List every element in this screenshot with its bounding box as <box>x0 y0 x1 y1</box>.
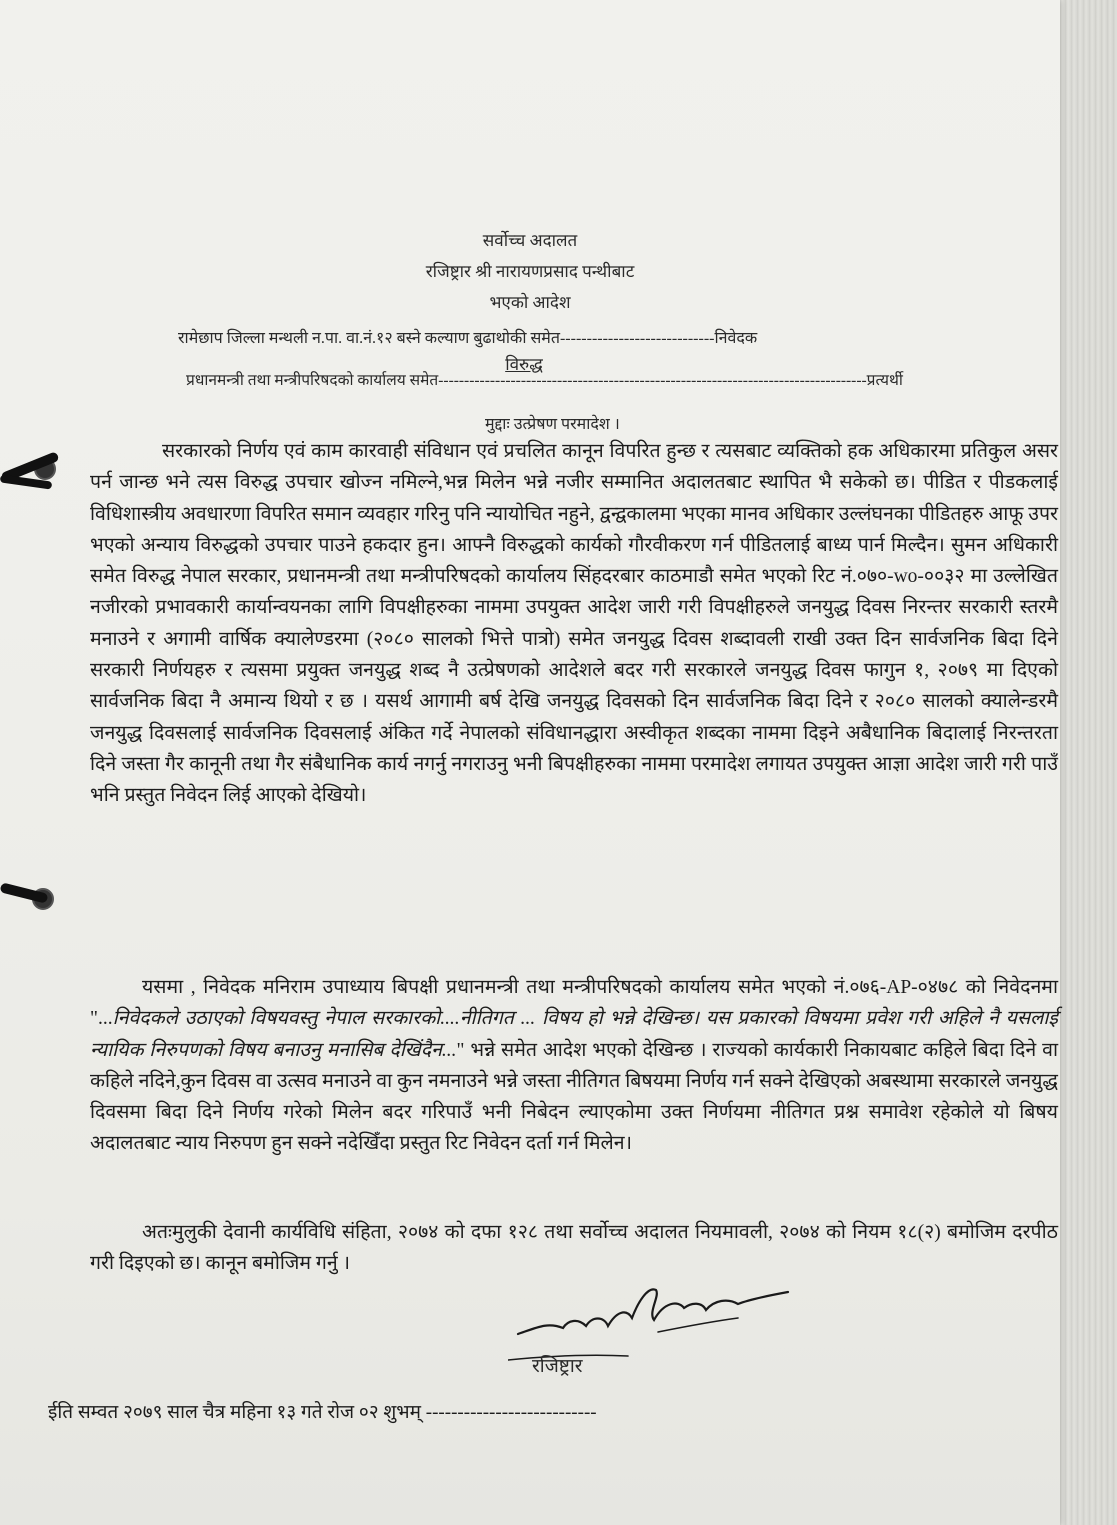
versus-label: विरुद्ध <box>505 355 543 374</box>
paragraph-2-rest: " भन्ने समेत आदेश भएको देखिन्छ । राज्यको कार्यकारी निकायबाट कहिले बिदा दिने वा कहिले नदिने,कुन दिवस वा उत्सव मनाउने वा कुन नमनाउने भन्ने जस्ता नीतिगत बिषयमा निर्णय गर्न सक्ने देखिएको अबस्थामा सरकारले जनयुद्ध दिवसमा बिदा दिने निर्णय गरेको मिलेन बदर गरिपाउँ भनी निबेदन ल्याएकोमा उक्त निर्णयमा नीतिगत प्रश्न समावेश रहेकोले यो बिषय अदालतबाट न्याय निरुपण हुन सक्ने नदेखिँदा प्रस्तुत रिट निवेदन दर्ता गर्न मिलेन। <box>90 1039 1058 1155</box>
respondent-line <box>186 368 903 390</box>
paragraph-1-text: सरकारको निर्णय एवं काम कारवाही संविधान एवं प्रचलित कानून विपरित हुन्छ र त्यसबाट व्यक्तिको हक अधिकारमा प्रतिकुल असर पर्न जान्छ भने त्यस विरुद्ध उपचार खोज्न नमिल्ने,भन्न मिलेन भन्ने नजीर सम्मानित अदालतबाट स्थापित भै सकेको छ। पीडित र पीडकलाई विधिशास्त्रीय अवधारणा विपरित समान व्यवहार गरिनु पनि न्यायोचित नहुने, द्वन्द्वकालमा भएका मानव अधिकार उल्लंघनका पीडितहरु आफू उपर भएको अन्याय विरुद्धको उपचार पाउने हकदार हुन। आफ्नै विरुद्धको कार्यको गौरवीकरण गर्न पीडितलाई बाध्य पार्न मिल्दैन। सुमन अधिकारी समेत विरुद्ध नेपाल सरकार, प्रधानमन्त्री तथा मन्त्रीपरिषदको कार्यालय सिंहदरबार काठमाडौ समेत भएको रिट नं.०७०-wo-००३२ मा उल्लेखित नजीरको प्रभावकारी कार्यान्वयनका लागि विपक्षीहरुका नाममा उपयुक्त आदेश जारी गरी विपक्षीहरुले जनयुद्ध दिवस निरन्तर सरकारी स्तरमै मनाउने र अगामी वार्षिक क्यालेण्डरमा (२०८० सालको भित्ते पात्रो) समेत जनयुद्ध दिवस शब्दावली राखी उक्त दिन सार्वजनिक बिदा दिने सरकारी निर्णयहरु र त्यसमा प्रयुक्त जनयुद्ध शब्द नै उत्प्रेषणको आदेशले बदर गरी सरकारले जनयुद्ध दिवस फागुन १, २०७९ मा दिएको सार्वजनिक बिदा नै अमान्य थियो र छ । यसर्थ आगामी बर्ष देखि जनयुद्ध दिवसको दिन सार्वजनिक बिदा दिने र २०८० सालको क्यालेन्डरमै जनयुद्ध दिवसलाई सार्वजनिक दिवसलाई अंकित गर्दे नेपालको संविधानद्धारा अस्वीकृत शब्दका नाममा दिइने अबैधानिक बिदालाई निरन्तरता दिने जस्ता गैर कानूनी तथा गैर संबैधानिक कार्य नगर्नु नगराउनु भनी बिपक्षीहरुका नाममा परमादेश लगायत उपयुक्त आज्ञा आदेश जारी गरी पाउँ भनि प्रस्तुत निवेदन लिई आएको देखियो। <box>90 441 1058 807</box>
date-line <box>48 1398 597 1424</box>
petitioner-dashes: ----------------------------- <box>559 330 715 347</box>
paragraph-2-intro: यसमा , निवेदक मनिराम उपाध्याय बिपक्षी प्रधानमन्त्री तथा मन्त्रीपरिषदको कार्यालय समेत भएको नं.०७६-AP-०४७८ को निवेदनमा "... <box>90 977 1058 1030</box>
paragraph-3-text: अतःमुलुकी देवानी कार्यविधि संहिता, २०७४ को दफा १२८ तथा सर्वोच्च अदालत नियमावली, २०७४ को नियम १८(२) बमोजिम दरपीठ गरी दिइएको छ। कानून बमोजिम गर्नु । <box>90 1222 1058 1275</box>
registrar-line: रजिष्ट्रार श्री नारायणप्रसाद पन्थीबाट <box>425 262 635 281</box>
respondent-dashes: ----------------------------------------------------------------------------------- <box>438 372 867 389</box>
registrar-signature <box>508 1272 808 1362</box>
binding-string-bottom <box>0 882 48 903</box>
case-subject: मुद्दाः उत्प्रेषण परमादेश । <box>485 416 620 433</box>
paragraph-2-quote: निवेदकले उठाएको विषयवस्तु नेपाल सरकारको....नीतिगत ... विषय हो भन्ने देखिन्छ। यस प्रकारको विषयमा प्रवेश गरी अहिले नै यसलाई न्यायिक निरुपणको विषय बनाउनु मनासिब देखिंदैन... <box>90 1008 1058 1061</box>
date-text: ईति सम्वत २०७९ साल चैत्र महिना १३ गते रोज ०२ शुभम् <box>48 1402 422 1423</box>
body-paragraph-2 <box>90 972 1058 1160</box>
respondent-text: प्रधानमन्त्री तथा मन्त्रीपरिषदको कार्यालय समेत <box>186 372 439 389</box>
petitioner-role: निवेदक <box>714 330 758 347</box>
court-name: सर्वोच्च अदालत <box>482 231 578 250</box>
petitioner-text: रामेछाप जिल्ला मन्थली न.पा. वा.नं.१२ बस्ने कल्याण बुढाथोकी समेत <box>178 330 560 347</box>
signature-title: रजिष्ट्रार <box>532 1356 583 1377</box>
date-dashes: --------------------------- <box>425 1402 597 1423</box>
respondent-role: प्रत्यर्थी <box>866 372 903 389</box>
body-paragraph-3 <box>90 1217 1058 1280</box>
petitioner-line <box>178 326 757 348</box>
order-line: भएको आदेश <box>489 293 571 312</box>
body-paragraph-1 <box>90 436 1058 812</box>
